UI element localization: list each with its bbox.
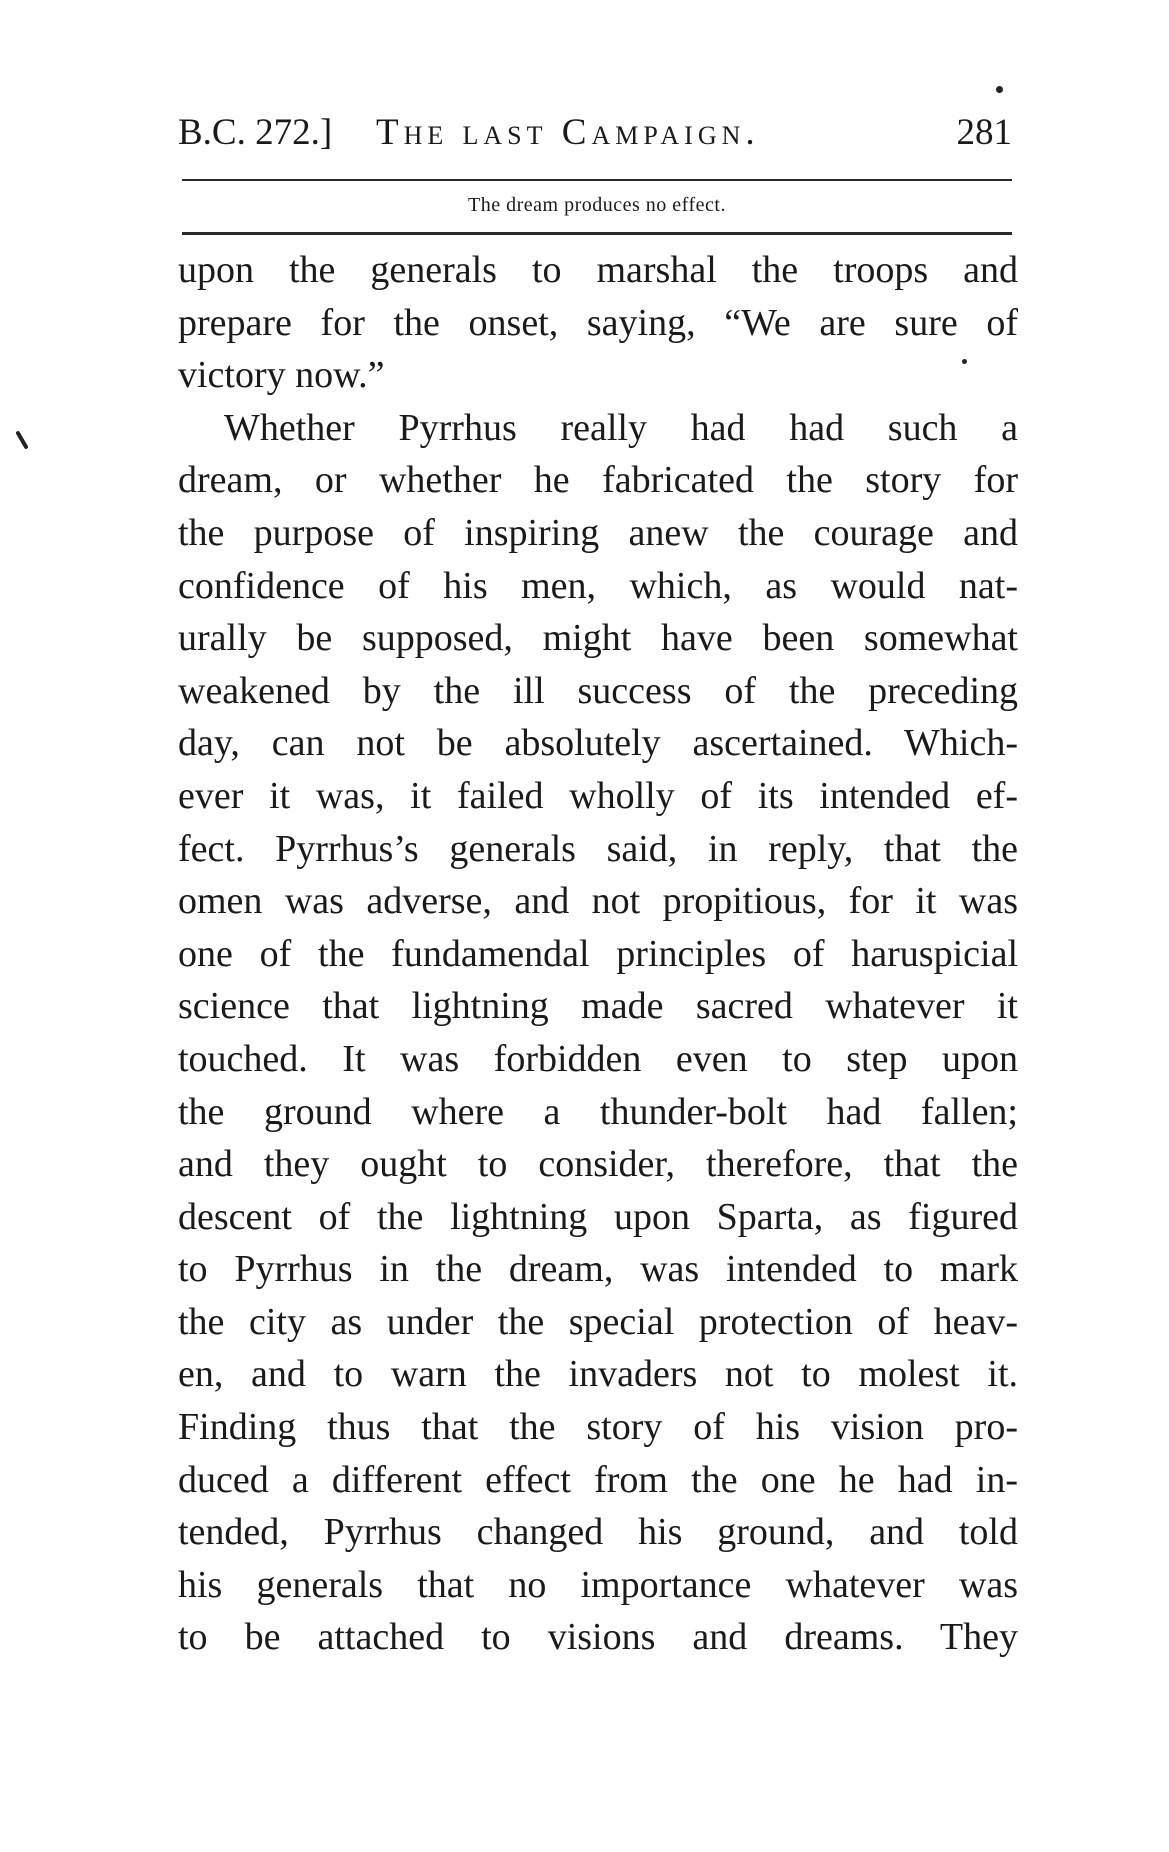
text-line: the ground where a thunder-bolt had fallen; — [178, 1090, 1018, 1133]
margin-mark — [15, 430, 28, 449]
text-line: prepare for the onset, saying, “We are sure of — [178, 301, 1018, 344]
text-line: dream, or whether he fabricated the story for — [178, 459, 1018, 502]
text-line: weakened by the ill success of the preceding — [178, 669, 1018, 712]
text-line: confidence of his men, which, as would nat- — [178, 564, 1018, 607]
text-line: the purpose of inspiring anew the courage and — [178, 511, 1018, 554]
text-line: fect. Pyrrhus’s generals said, in reply, that the — [178, 827, 1018, 870]
header-year: B.C. 272.] — [178, 112, 333, 153]
text-line: to be attached to visions and dreams. They — [178, 1616, 1018, 1659]
text-line: en, and to warn the invaders not to molest it. — [178, 1353, 1018, 1396]
body-text — [178, 244, 1018, 1664]
text-line: to Pyrrhus in the dream, was intended to mark — [178, 1248, 1018, 1291]
ink-speck — [996, 86, 1003, 93]
text-line: duced a different effect from the one he had in- — [178, 1458, 1018, 1501]
text-line: omen was adverse, and not propitious, for it was — [178, 880, 1018, 923]
text-line: one of the fundamendal principles of haruspicial — [178, 932, 1018, 975]
header-title: The last Campaign. — [376, 112, 760, 153]
text-line: his generals that no importance whatever was — [178, 1563, 1018, 1606]
section-subhead: The dream produces no effect. — [468, 194, 726, 216]
text-line: and they ought to consider, therefore, that the — [178, 1143, 1018, 1186]
text-line: ever it was, it failed wholly of its intended ef- — [178, 774, 1018, 817]
text-line: urally be supposed, might have been somewhat — [178, 617, 1018, 660]
running-head — [178, 108, 1012, 158]
page-number: 281 — [956, 112, 1012, 153]
text-line: upon the generals to marshal the troops and — [178, 249, 1018, 291]
header-rule-bottom — [182, 232, 1012, 235]
text-line: day, can not be absolutely ascertained. Which- — [178, 722, 1018, 765]
text-line: touched. It was forbidden even to step upon — [178, 1037, 1018, 1080]
text-line: victory now.” — [178, 354, 385, 397]
text-line: descent of the lightning upon Sparta, as figured — [178, 1195, 1018, 1238]
text-line: the city as under the special protection of heav- — [178, 1300, 1018, 1343]
text-line: science that lightning made sacred whatever it — [178, 985, 1018, 1028]
text-line: Whether Pyrrhus really had had such a — [224, 406, 1018, 449]
text-line: tended, Pyrrhus changed his ground, and told — [178, 1511, 1018, 1554]
text-line: Finding thus that the story of his vision pro- — [178, 1406, 1018, 1449]
header-rule-top — [182, 179, 1012, 181]
